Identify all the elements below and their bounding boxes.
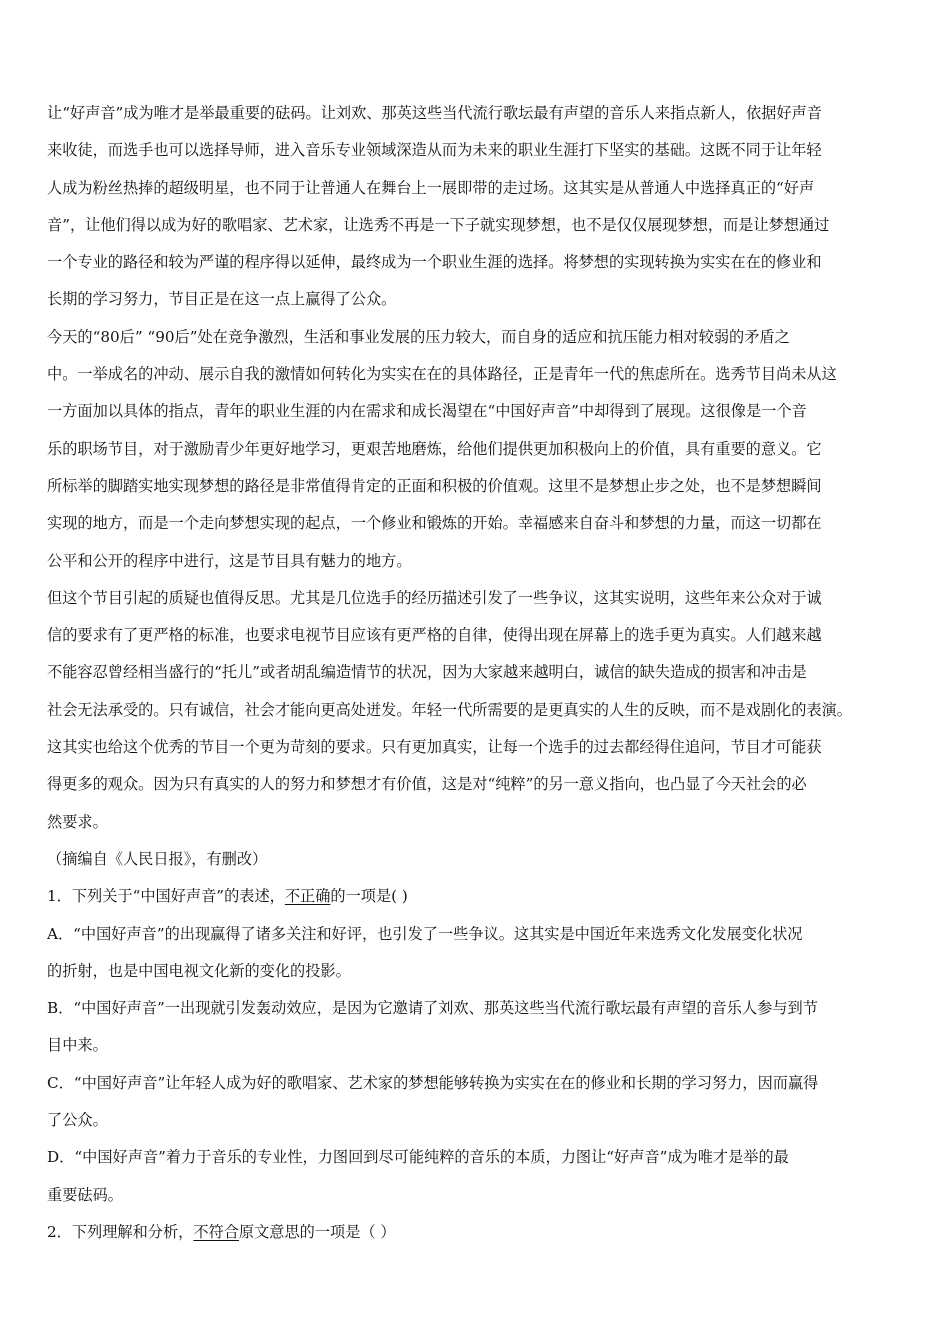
option-a-line: A．“中国好声音”的出现赢得了诸多关注和好评，也引发了一些争议。这其实是中国近年来选秀文化发展变化状况 xyxy=(47,924,803,943)
question-emphasis: 不符合 xyxy=(193,1222,239,1241)
question-text-end: 原文意思的一项是（ ） xyxy=(238,1222,396,1241)
option-d-line: D．“中国好声音”着力于音乐的专业性，力图回到尽可能纯粹的音乐的本质，力图让“好声音”成为唯才是举的最 xyxy=(47,1148,789,1167)
option-a-line: 的折射，也是中国电视文化新的变化的投影。 xyxy=(47,961,351,980)
option-c-line: 了公众。 xyxy=(47,1111,108,1130)
document-page xyxy=(47,95,917,1251)
option-b xyxy=(47,990,917,1065)
text-line: 公平和公开的程序中进行，这是节目具有魅力的地方。 xyxy=(47,551,412,570)
source-citation: （摘编自《人民日报》，有删改） xyxy=(47,849,268,868)
question-emphasis: 不正确 xyxy=(284,887,331,906)
option-a xyxy=(47,916,917,991)
text-line: 一方面加以具体的指点，青年的职业生涯的内在需求和成长渴望在“中国好声音”中却得到了展现。这很像是一个音 xyxy=(47,402,807,421)
text-line: 今天的“80后” “90后”处在竞争激烈，生活和事业发展的压力较大，而自身的适应和抗压能力相对较弱的矛盾之 xyxy=(47,327,790,346)
text-line: 乐的职场节目，对于激励青少年更好地学习，更艰苦地磨炼，给他们提供更加积极向上的价值，具有重要的意义。它 xyxy=(47,439,822,458)
text-line: 中。一举成名的冲动、展示自我的激情如何转化为实实在在的具体路径，正是青年一代的焦虑所在。选秀节目尚未从这 xyxy=(47,365,837,384)
option-b-line: B．“中国好声音”一出现就引发轰动效应，是因为它邀请了刘欢、那英这些当代流行歌坛最有声望的音乐人参与到节 xyxy=(47,999,818,1018)
text-line: 信的要求有了更严格的标准，也要求电视节目应该有更严格的自律，使得出现在屏幕上的选手更为真实。人们越来越 xyxy=(47,626,822,645)
text-line: 让“好声音”成为唯才是举最重要的砝码。让刘欢、那英这些当代流行歌坛最有声望的音乐人来指点新人，依据好声音 xyxy=(47,104,822,122)
option-c xyxy=(47,1065,917,1140)
text-line: 但这个节目引起的质疑也值得反思。尤其是几位选手的经历描述引发了一些争议，这其实说明，这些年来公众对于诚 xyxy=(47,588,822,607)
option-c-line: C．“中国好声音”让年轻人成为好的歌唱家、艺术家的梦想能够转换为实实在在的修业和长期的学习努力，因而赢得 xyxy=(47,1073,819,1092)
text-line: 所标举的脚踏实地实现梦想的路径是非常值得肯定的正面和积极的价值观。这里不是梦想止步之处，也不是梦想瞬间 xyxy=(47,476,822,495)
text-line: 得更多的观众。因为只有真实的人的努力和梦想才有价值，这是对“纯粹”的另一意义指向，也凸显了今天社会的必 xyxy=(47,775,807,794)
text-line: 不能容忍曾经相当盛行的“托儿”或者胡乱编造情节的状况，因为大家越来越明白，诚信的缺失造成的损害和冲击是 xyxy=(47,663,807,682)
option-d-line: 重要砝码。 xyxy=(47,1185,123,1204)
paragraph-2 xyxy=(47,319,917,580)
option-d xyxy=(47,1139,917,1214)
question-text: 下列关于“中国好声音”的表述， xyxy=(71,887,285,906)
text-line: 实现的地方，而是一个走向梦想实现的起点，一个修业和锻炼的开始。幸福感来自奋斗和梦想的力量，而这一切都在 xyxy=(47,514,822,533)
text-line: 社会无法承受的。只有诚信，社会才能向更高处迸发。年轻一代所需要的是更真实的人生的反映，而不是戏剧化的表演。 xyxy=(47,700,852,719)
question-1-stem xyxy=(47,878,917,915)
text-line: 然要求。 xyxy=(47,812,108,831)
text-line: 来收徒，而选手也可以选择导师，进入音乐专业领域深造从而为未来的职业生涯打下坚实的基础。这既不同于让年轻 xyxy=(47,141,822,160)
text-line: 一个专业的路径和较为严谨的程序得以延伸，最终成为一个职业生涯的选择。将梦想的实现转换为实实在在的修业和 xyxy=(47,253,822,272)
paragraph-3 xyxy=(47,580,917,841)
paragraph-1 xyxy=(47,95,917,319)
text-line: 人成为粉丝热捧的超级明星，也不同于让普通人在舞台上一展即带的走过场。这其实是从普通人中选择真正的“好声 xyxy=(47,178,815,197)
text-line: 长期的学习努力，节目正是在这一点上赢得了公众。 xyxy=(47,290,397,309)
question-2-stem xyxy=(47,1214,917,1251)
question-text: 下列理解和分析， xyxy=(71,1222,194,1241)
question-number: 2． xyxy=(47,1222,72,1241)
option-b-line: 目中来。 xyxy=(47,1036,108,1055)
text-line: 这其实也给这个优秀的节目一个更为苛刻的要求。只有更加真实，让每一个选手的过去都经得住追问，节目才可能获 xyxy=(47,738,822,757)
question-number: 1． xyxy=(47,887,72,906)
question-text-end: 的一项是( ) xyxy=(330,887,408,906)
text-line: 音”，让他们得以成为好的歌唱家、艺术家，让选秀不再是一下子就实现梦想，也不是仅仅展现梦想，而是让梦想通过 xyxy=(47,215,830,234)
